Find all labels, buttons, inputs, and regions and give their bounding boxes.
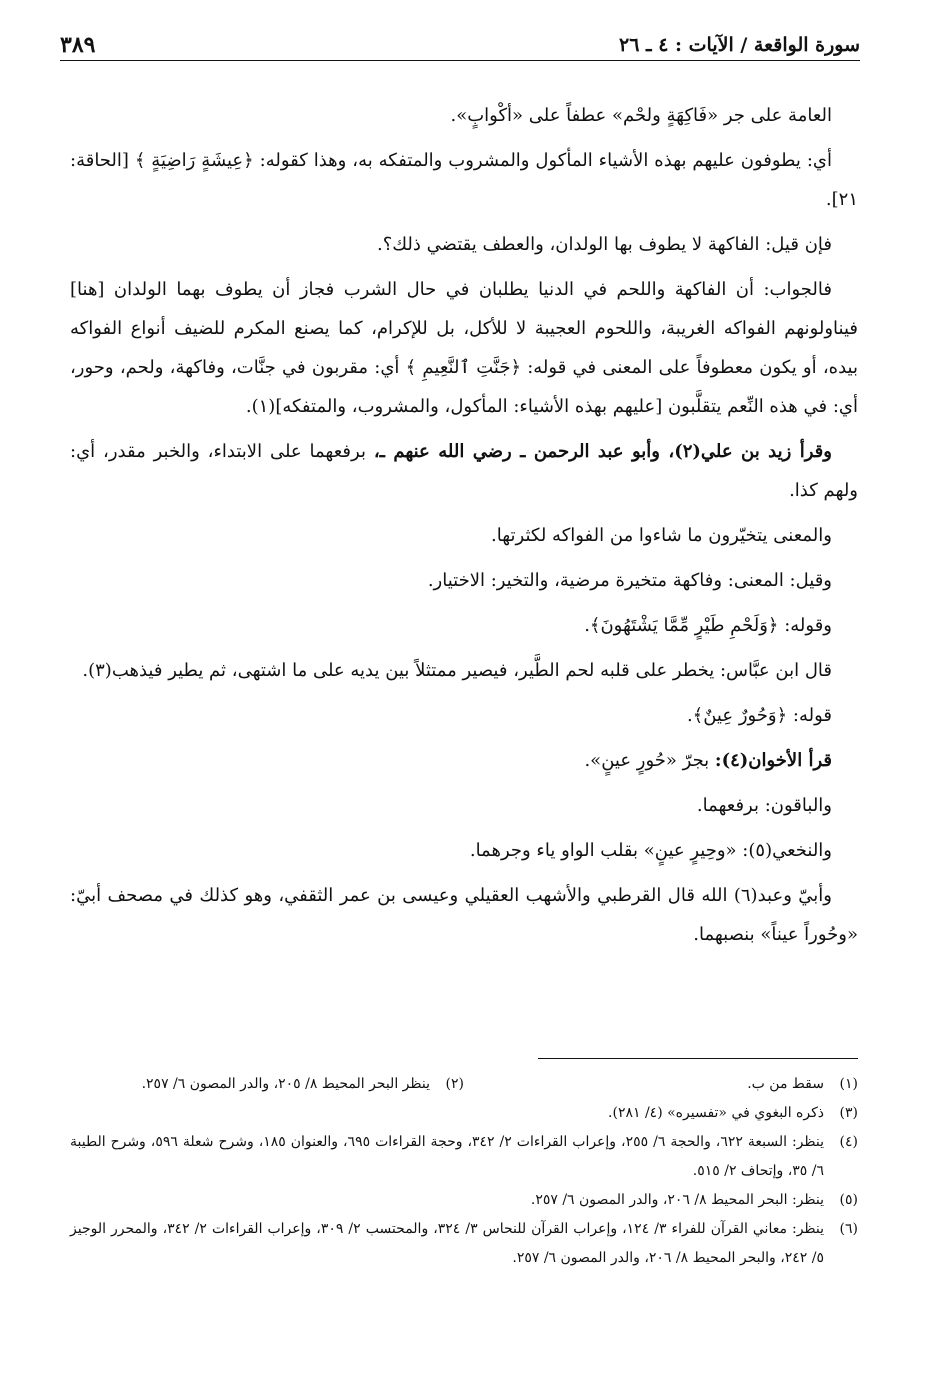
paragraph: وأبيّ وعبد(٦) الله قال القرطبي والأشهب العقيلي وعيسى بن عمر الثقفي، وهو كذلك في مصحف أبيّ: «وحُوراً عيناً» بنصبهما. <box>70 885 858 945</box>
reader-names: قرأ الأخوان(٤): <box>714 750 832 771</box>
footnote-separator <box>538 1058 858 1059</box>
paragraph: والباقون: برفعهما. <box>696 795 832 816</box>
paragraph-text: بجرّ «حُورٍ عينٍ». <box>584 750 715 771</box>
paragraph: قوله: ﴿وَحُورٌ عِينٌ﴾. <box>686 705 832 726</box>
paragraph: قال ابن عبَّاس: يخطر على قلبه لحم الطَّير، فيصير ممتثلاً بين يديه على ما اشتهى، ثم يطير فيذهب(٣). <box>82 660 832 681</box>
footnote <box>70 1215 858 1273</box>
footnote-number: (٥) <box>839 1192 858 1208</box>
paragraph: وقيل: المعنى: وفاكهة متخيرة مرضية، والتخير: الاختيار. <box>427 570 832 591</box>
footnote <box>70 1070 464 1099</box>
running-header <box>60 30 860 61</box>
footnote-number: (٤) <box>839 1134 858 1150</box>
footnote <box>70 1186 858 1215</box>
footnote <box>70 1128 858 1186</box>
page-number: ٣٨٩ <box>60 32 96 58</box>
paragraph: العامة على جر «فَاكِهَةٍ ولحْم» عطفاً على «أكْوابٍ». <box>450 105 832 126</box>
main-text <box>70 96 858 960</box>
footnote-text: سقط من ب. <box>747 1076 824 1092</box>
paragraph: والمعنى يتخيّرون ما شاءوا من الفواكه لكثرتها. <box>491 525 832 546</box>
paragraph: أي: يطوفون عليهم بهذه الأشياء المأكول والمشروب والمتفكه به، وهذا كقوله: ﴿عِيشَةٍ رَاضِيَةٍ ﴾ [الحاقة: ٢١]. <box>70 150 858 210</box>
paragraph: فإن قيل: الفاكهة لا يطوف بها الولدان، والعطف يقتضي ذلك؟. <box>376 234 832 255</box>
paragraph <box>70 432 858 510</box>
footnote-row <box>70 1070 858 1099</box>
footnote-text: ينظر: البحر المحيط ٨/ ٢٠٦، والدر المصون ٦/ ٢٥٧. <box>530 1192 824 1208</box>
footnotes <box>70 1070 858 1273</box>
footnote-text: ينظر: السبعة ٦٢٢، والحجة ٦/ ٢٥٥، وإعراب القراءات ٢/ ٣٤٢، وحجة القراءات ٦٩٥، والعنوان ١٨٥، وشرح شعلة ٥٩٦، وشرح الطيبة ٦/ ٣٥، وإتحاف ٢/ ٥١٥. <box>70 1134 825 1179</box>
footnote-number: (١) <box>839 1076 858 1092</box>
paragraph: وقوله: ﴿وَلَحْمِ طَيْرٍ مِّمَّا يَشْتَهُونَ﴾. <box>584 615 832 636</box>
footnote-text: ينظر: معاني القرآن للفراء ٣/ ١٢٤، وإعراب القرآن للنحاس ٣/ ٣٢٤، والمحتسب ٢/ ٣٠٩، وإعراب القراءات ٢/ ٣٤٢، والمحرر الوجيز ٥/ ٢٤٢، والبحر المحيط ٨/ ٢٠٦، والدر المصون ٦/ ٢٥٧. <box>70 1221 825 1266</box>
footnote-number: (٣) <box>839 1105 858 1121</box>
paragraph <box>70 741 858 780</box>
paragraph-text: برفعهما على الابتداء، والخبر مقدر، أي: ولهم كذا. <box>70 441 858 501</box>
footnote-text: ذكره البغوي في «تفسيره» (٤/ ٢٨١). <box>608 1105 824 1121</box>
paragraph: والنخعي(٥): «وحِيرٍ عينٍ» بقلب الواو ياء وجرهما. <box>469 840 832 861</box>
paragraph: فالجواب: أن الفاكهة واللحم في الدنيا يطلبان في حال الشرب فجاز أن يطوف بهما الولدان [هنا] فيناولونهم الفواكه الغريبة، واللحوم العجيبة لا للأكل، بل للإكرام، كما يصنع المكرم للضيف أنواع الفواكه بيده، أو يكون معطوفاً على المعنى في قوله: ﴿جَنَّتِ ٱلنَّعِيمِ ﴾ أي: مقربون في جنَّات، وفاكهة، ولحم، وحور، أي: في هذه النِّعم يتقلَّبون [عليهم بهذه الأشياء: المأكول، والمشروب، والمتفكه](١). <box>70 279 858 417</box>
footnote <box>70 1099 858 1128</box>
footnote <box>464 1070 858 1099</box>
footnote-number: (٦) <box>839 1221 858 1237</box>
surah-title: سورة الواقعة / الآيات : ٤ ـ ٢٦ <box>618 34 860 56</box>
footnote-text: ينظر البحر المحيط ٨/ ٢٠٥، والدر المصون ٦/ ٢٥٧. <box>141 1076 430 1092</box>
reader-names: وقرأ زيد بن علي(٢)، وأبو عبد الرحمن ـ رضي الله عنهم ـ، <box>373 441 832 462</box>
footnote-number: (٢) <box>445 1076 464 1092</box>
